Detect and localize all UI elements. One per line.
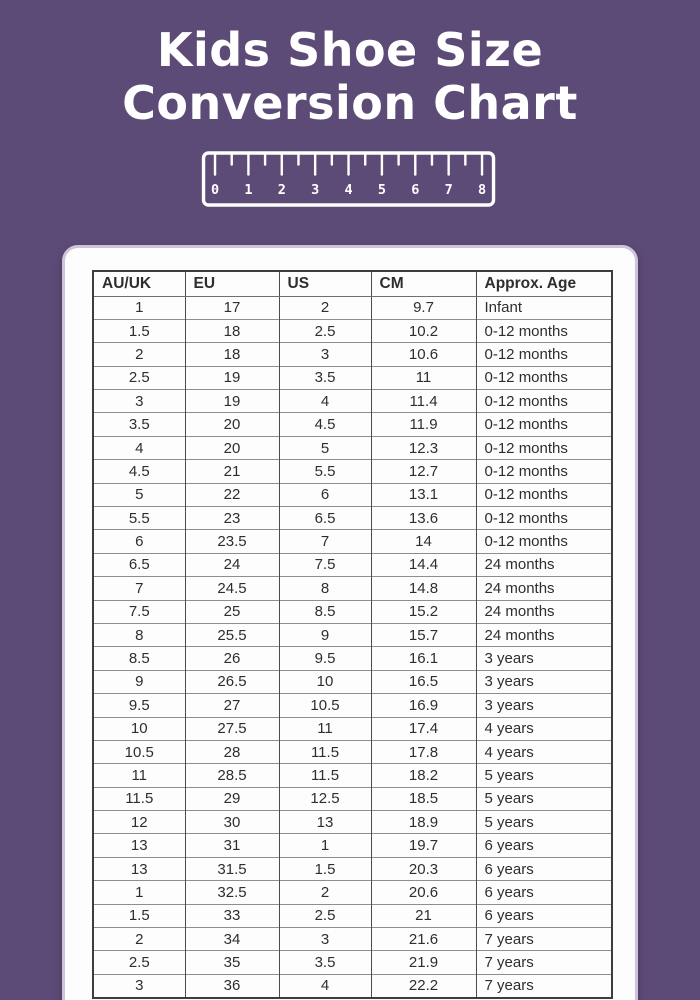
table-cell: 14.8 [371, 577, 476, 600]
table-cell: 6 [93, 530, 185, 553]
table-cell: 11.5 [279, 764, 371, 787]
table-cell: 16.9 [371, 694, 476, 717]
table-cell: 3 [279, 928, 371, 951]
table-cell: 19.7 [371, 834, 476, 857]
table-row [93, 928, 612, 951]
table-cell: 21.9 [371, 951, 476, 974]
table-cell: 18.9 [371, 811, 476, 834]
table-row [93, 974, 612, 997]
table-cell: 5 years [476, 787, 612, 810]
table-row [93, 787, 612, 810]
table-cell: 1.5 [93, 319, 185, 342]
table-cell: 4.5 [279, 413, 371, 436]
table-cell: 5 years [476, 764, 612, 787]
table-cell: 13 [279, 811, 371, 834]
ruler-number: 3 [311, 182, 320, 198]
table-cell: 10 [279, 670, 371, 693]
table-row [93, 600, 612, 623]
table-cell: 2 [279, 881, 371, 904]
table-row [93, 740, 612, 763]
table-cell: 9 [93, 670, 185, 693]
table-cell: 25 [185, 600, 279, 623]
table-cell: 4.5 [93, 460, 185, 483]
table-cell: 2 [93, 928, 185, 951]
ruler-number: 8 [477, 182, 487, 198]
table-cell: 7.5 [93, 600, 185, 623]
table-cell: 7.5 [279, 553, 371, 576]
table-cell: 7 years [476, 974, 612, 997]
table-cell: 10.2 [371, 319, 476, 342]
table-cell: 2 [279, 296, 371, 319]
table-cell: 0-12 months [476, 507, 612, 530]
table-cell: 2 [93, 343, 185, 366]
table-row [93, 623, 612, 646]
table-row [93, 366, 612, 389]
table-cell: 11.5 [93, 787, 185, 810]
table-row [93, 951, 612, 974]
table-body [93, 296, 612, 998]
ruler-number: 5 [377, 182, 386, 198]
conversion-table [92, 270, 613, 999]
table-cell: 9.5 [93, 694, 185, 717]
table-cell: 26.5 [185, 670, 279, 693]
table-row [93, 577, 612, 600]
table-cell: 3.5 [279, 366, 371, 389]
table-row [93, 834, 612, 857]
table-cell: 8.5 [279, 600, 371, 623]
table-cell: 15.2 [371, 600, 476, 623]
table-cell: 3 [279, 343, 371, 366]
table-cell: 24 months [476, 577, 612, 600]
table-cell: 0-12 months [476, 319, 612, 342]
table-cell: 16.1 [371, 647, 476, 670]
column-header-age: Approx. Age [476, 271, 612, 296]
table-cell: 7 years [476, 928, 612, 951]
table-cell: 4 [279, 390, 371, 413]
table-cell: 2.5 [279, 319, 371, 342]
table-row [93, 904, 612, 927]
table-cell: 8 [93, 623, 185, 646]
table-cell: 20 [185, 413, 279, 436]
table-cell: 17.4 [371, 717, 476, 740]
page-title [0, 24, 700, 130]
table-cell: 12.5 [279, 787, 371, 810]
table-cell: 34 [185, 928, 279, 951]
table-cell: 3 years [476, 670, 612, 693]
table-cell: 29 [185, 787, 279, 810]
table-cell: 23.5 [185, 530, 279, 553]
table-cell: 6 years [476, 857, 612, 880]
table-cell: 11.4 [371, 390, 476, 413]
table-row [93, 483, 612, 506]
table-cell: 9.7 [371, 296, 476, 319]
table-row [93, 507, 612, 530]
table-cell: 3 [93, 390, 185, 413]
table-cell: 11 [93, 764, 185, 787]
table-cell: 4 years [476, 717, 612, 740]
table-cell: 0-12 months [476, 390, 612, 413]
table-cell: 31.5 [185, 857, 279, 880]
table-cell: 20.3 [371, 857, 476, 880]
table-cell: 5 years [476, 811, 612, 834]
table-cell: 24 months [476, 553, 612, 576]
table-cell: 24.5 [185, 577, 279, 600]
table-cell: 26 [185, 647, 279, 670]
table-cell: Infant [476, 296, 612, 319]
table-cell: 6 [279, 483, 371, 506]
table-row [93, 390, 612, 413]
table-cell: 18.5 [371, 787, 476, 810]
table-cell: 33 [185, 904, 279, 927]
table-row [93, 296, 612, 319]
table-cell: 35 [185, 951, 279, 974]
table-cell: 8 [279, 577, 371, 600]
ruler-number: 6 [411, 182, 420, 198]
table-cell: 19 [185, 366, 279, 389]
table-cell: 1.5 [279, 857, 371, 880]
table-cell: 4 [279, 974, 371, 997]
table-cell: 3.5 [93, 413, 185, 436]
table-cell: 27 [185, 694, 279, 717]
table-cell: 31 [185, 834, 279, 857]
table-cell: 8.5 [93, 647, 185, 670]
table-cell: 27.5 [185, 717, 279, 740]
table-row [93, 460, 612, 483]
table-header-row [93, 271, 612, 296]
table-cell: 7 years [476, 951, 612, 974]
table-cell: 22.2 [371, 974, 476, 997]
ruler-number: 1 [244, 182, 253, 198]
table-cell: 24 months [476, 623, 612, 646]
table-cell: 16.5 [371, 670, 476, 693]
ruler-number: 0 [210, 182, 220, 198]
column-header-us: US [279, 271, 371, 296]
column-header-au-uk: AU/UK [93, 271, 185, 296]
table-cell: 1 [93, 881, 185, 904]
table-cell: 12 [93, 811, 185, 834]
table-cell: 0-12 months [476, 483, 612, 506]
table-cell: 12.7 [371, 460, 476, 483]
table-cell: 17 [185, 296, 279, 319]
table-row [93, 881, 612, 904]
table-cell: 3 [93, 974, 185, 997]
table-cell: 13 [93, 834, 185, 857]
table-cell: 11.9 [371, 413, 476, 436]
table-cell: 0-12 months [476, 436, 612, 459]
table-cell: 7 [279, 530, 371, 553]
table-cell: 18 [185, 343, 279, 366]
table-cell: 5.5 [93, 507, 185, 530]
table-cell: 1.5 [93, 904, 185, 927]
table-row [93, 764, 612, 787]
table-cell: 11 [371, 366, 476, 389]
table-cell: 12.3 [371, 436, 476, 459]
table-cell: 6 years [476, 904, 612, 927]
table-cell: 21 [371, 904, 476, 927]
table-row [93, 319, 612, 342]
table-cell: 3 years [476, 694, 612, 717]
table-cell: 3.5 [279, 951, 371, 974]
table-row [93, 436, 612, 459]
table-cell: 0-12 months [476, 366, 612, 389]
table-cell: 15.7 [371, 623, 476, 646]
ruler-number: 7 [444, 182, 453, 198]
table-row [93, 530, 612, 553]
table-cell: 18.2 [371, 764, 476, 787]
table-cell: 21 [185, 460, 279, 483]
table-cell: 32.5 [185, 881, 279, 904]
table-cell: 10.5 [93, 740, 185, 763]
table-row [93, 670, 612, 693]
table-cell: 24 [185, 553, 279, 576]
table-row [93, 694, 612, 717]
table-cell: 5 [93, 483, 185, 506]
table-cell: 28.5 [185, 764, 279, 787]
table-cell: 6.5 [93, 553, 185, 576]
table-cell: 17.8 [371, 740, 476, 763]
table-cell: 5.5 [279, 460, 371, 483]
table-cell: 10.6 [371, 343, 476, 366]
table-cell: 23 [185, 507, 279, 530]
page-title-line2: Conversion Chart [122, 76, 578, 130]
ruler-number: 4 [344, 182, 353, 198]
table-cell: 21.6 [371, 928, 476, 951]
column-header-cm: CM [371, 271, 476, 296]
table-cell: 20 [185, 436, 279, 459]
table-cell: 11 [279, 717, 371, 740]
table-cell: 36 [185, 974, 279, 997]
table-cell: 0-12 months [476, 460, 612, 483]
table-row [93, 553, 612, 576]
page-title-line1: Kids Shoe Size [156, 23, 544, 77]
table-cell: 1 [279, 834, 371, 857]
table-row [93, 647, 612, 670]
table-cell: 30 [185, 811, 279, 834]
table-cell: 9 [279, 623, 371, 646]
chart-card [62, 245, 638, 1000]
table-cell: 14 [371, 530, 476, 553]
table-cell: 13.1 [371, 483, 476, 506]
table-cell: 2.5 [93, 951, 185, 974]
table-cell: 28 [185, 740, 279, 763]
table-cell: 9.5 [279, 647, 371, 670]
table-cell: 1 [93, 296, 185, 319]
ruler-icon [202, 151, 496, 207]
table-cell: 2.5 [279, 904, 371, 927]
table-cell: 4 years [476, 740, 612, 763]
table-cell: 25.5 [185, 623, 279, 646]
table-cell: 6 years [476, 881, 612, 904]
table-cell: 2.5 [93, 366, 185, 389]
ruler-number: 2 [277, 182, 286, 198]
table-cell: 0-12 months [476, 530, 612, 553]
table-cell: 0-12 months [476, 343, 612, 366]
table-row [93, 811, 612, 834]
table-cell: 3 years [476, 647, 612, 670]
table-cell: 6 years [476, 834, 612, 857]
table-cell: 11.5 [279, 740, 371, 763]
table-cell: 19 [185, 390, 279, 413]
table-cell: 18 [185, 319, 279, 342]
table-cell: 20.6 [371, 881, 476, 904]
table-cell: 0-12 months [476, 413, 612, 436]
table-cell: 4 [93, 436, 185, 459]
table-cell: 22 [185, 483, 279, 506]
table-row [93, 413, 612, 436]
table-row [93, 343, 612, 366]
table-cell: 13.6 [371, 507, 476, 530]
table-cell: 24 months [476, 600, 612, 623]
column-header-eu: EU [185, 271, 279, 296]
table-cell: 10 [93, 717, 185, 740]
table-cell: 13 [93, 857, 185, 880]
table-cell: 14.4 [371, 553, 476, 576]
table-row [93, 717, 612, 740]
table-row [93, 857, 612, 880]
table-cell: 10.5 [279, 694, 371, 717]
table-cell: 6.5 [279, 507, 371, 530]
table-cell: 7 [93, 577, 185, 600]
table-cell: 5 [279, 436, 371, 459]
